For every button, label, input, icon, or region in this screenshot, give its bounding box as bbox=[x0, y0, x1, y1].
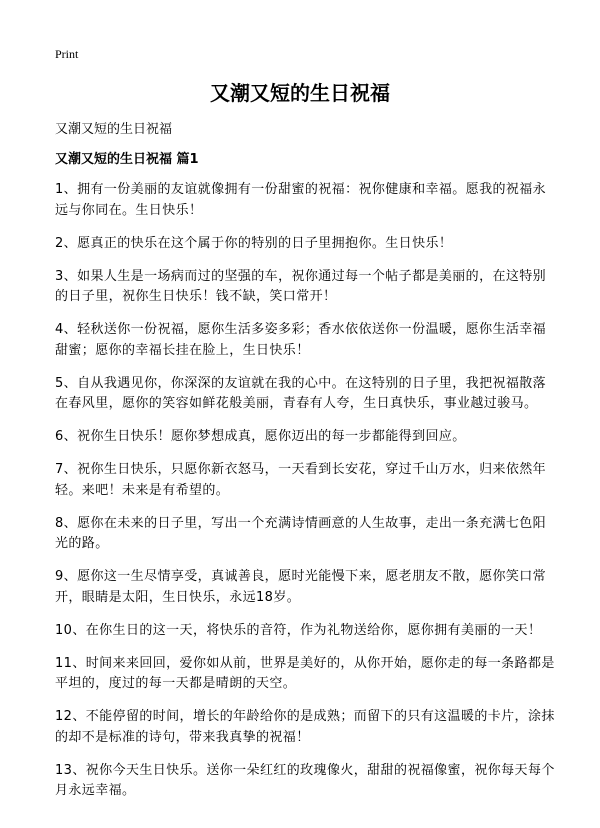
page-title: 又潮又短的生日祝福 bbox=[210, 81, 390, 105]
paragraph-13: 13、祝你今天生日快乐。送你一朵红红的玫瑰像火，甜甜的祝福像蜜，祝你每天每个月永远幸福。 bbox=[55, 762, 555, 798]
paragraph-7: 7、祝你生日快乐，只愿你新衣怒马，一天看到长安花，穿过千山万水，归来依然年轻。来吧！未来是有希望的。 bbox=[55, 462, 547, 498]
paragraph-6: 6、祝你生日快乐！愿你梦想成真，愿你迈出的每一步都能得到回应。 bbox=[55, 429, 466, 444]
section-heading: 又潮又短的生日祝福 篇1 bbox=[55, 152, 199, 167]
print-link[interactable]: Print bbox=[55, 47, 79, 61]
paragraph-11: 11、时间来来回回，爱你如从前，世界是美好的，从你开始，愿你走的每一条路都是平坦的，度过的每一天都是晴朗的天空。 bbox=[55, 655, 555, 691]
paragraph-4: 4、轻秋送你一份祝福，愿你生活多姿多彩；香水依依送你一份温暖，愿你生活幸福甜蜜；愿你的幸福长挂在脸上，生日快乐！ bbox=[55, 322, 547, 358]
article-body bbox=[55, 180, 555, 814]
paragraph-5: 5、自从我遇见你，你深深的友谊就在我的心中。在这特别的日子里，我把祝福散落在春风里，愿你的笑容如鲜花般美丽，青春有人夸，生日真快乐，事业越过骏马。 bbox=[55, 375, 547, 411]
paragraph-1: 1、拥有一份美丽的友谊就像拥有一份甜蜜的祝福：祝你健康和幸福。愿我的祝福永远与你同在。生日快乐！ bbox=[55, 182, 547, 218]
paragraph-9: 9、愿你这一生尽情享受，真诚善良，愿时光能慢下来，愿老朋友不散，愿你笑口常开，眼睛是太阳，生日快乐，永远18岁。 bbox=[55, 569, 547, 605]
paragraph-3: 3、如果人生是一场病而过的坚强的车，祝你通过每一个帖子都是美丽的，在这特别的日子里，祝你生日快乐！钱不缺，笑口常开！ bbox=[55, 268, 547, 304]
page-subtitle: 又潮又短的生日祝福 bbox=[55, 122, 173, 137]
paragraph-12: 12、不能停留的时间，增长的年龄给你的是成熟；而留下的只有这温暖的卡片，涂抹的却不是标准的诗句，带来我真挚的祝福！ bbox=[55, 709, 555, 745]
paragraph-10: 10、在你生日的这一天，将快乐的音符，作为礼物送给你，愿你拥有美丽的一天！ bbox=[55, 622, 542, 638]
paragraph-2: 2、愿真正的快乐在这个属于你的特别的日子里拥抱你。生日快乐！ bbox=[55, 235, 453, 251]
paragraph-8: 8、愿你在未来的日子里，写出一个充满诗情画意的人生故事，走出一条充满七色阳光的路。 bbox=[55, 515, 547, 551]
